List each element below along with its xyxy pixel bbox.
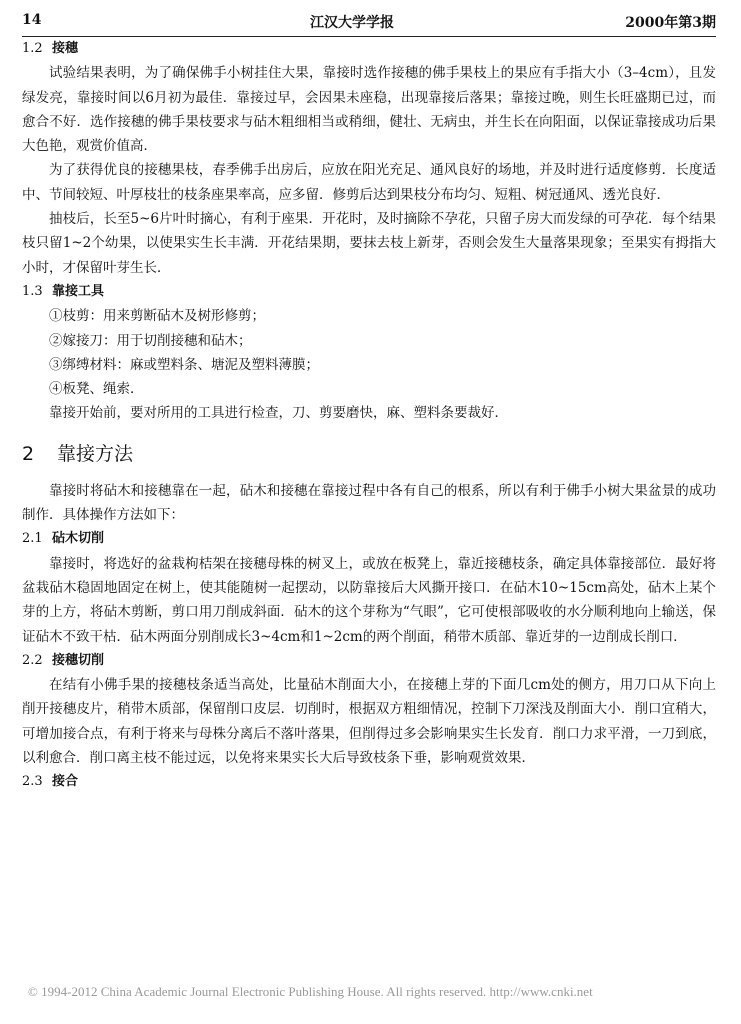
section-number: 2 <box>22 442 35 465</box>
subsection-number: 2.2 <box>22 652 43 668</box>
paragraph: 为了获得优良的接穗果枝，春季佛手出房后，应放在阳光充足、通风良好的场地，并及时进行适度修剪．长度适中、节间较短、叶厚枝壮的枝条座果率高，应多留．修剪后达到果枝分布均匀、短粗、树冠通风、透光良好． <box>22 162 716 203</box>
paragraph: 靠接时将砧木和接穗靠在一起，砧木和接穗在靠接过程中各有自己的根系，所以有利于佛手小树大果盆景的成功制作．具体操作方法如下： <box>22 482 716 524</box>
subsection-heading-1-2 <box>22 37 716 61</box>
subsection-heading-2-3 <box>22 770 716 794</box>
subsection-title: 接合 <box>52 774 79 790</box>
journal-title: 江汉大学学报 <box>310 15 394 31</box>
subsection-title: 砧木切削 <box>52 531 105 547</box>
running-header <box>22 10 716 37</box>
list-item: ④板凳、绳索． <box>49 381 144 398</box>
subsection-number: 1.3 <box>22 283 43 299</box>
subsection-number: 2.3 <box>22 774 43 790</box>
subsection-heading-2-1 <box>22 527 716 551</box>
paragraph: 在结有小佛手果的接穗枝条适当高处，比量砧木削面大小，在接穗上芽的下面几cm处的侧方，用刀口从下向上削开接穗皮片，稍带木质部，保留削口皮层．切削时，根据双方粗细情况，控制下刀深浅及削面大小．削口宜稍大，可增加接合点，有利于将来与母株分离后不落叶落果，但削得过多会影响果实生长发育．削口力求平滑，一刀到底，以利愈合．削口离主枝不能过远，以免将来果实长大后导致枝条下垂，影响观赏效果． <box>22 677 716 767</box>
list-item: ①枝剪：用来剪断砧木及树形修剪； <box>49 308 265 325</box>
subsection-title: 接穗 <box>52 41 79 56</box>
section-heading-2 <box>22 441 716 467</box>
subsection-number: 2.1 <box>22 531 43 547</box>
list-item: ③绑缚材料：麻或塑料条、塘泥及塑料薄膜； <box>49 356 319 373</box>
list-item: ②嫁接刀：用于切削接穗和砧木； <box>49 332 252 349</box>
subsection-heading-2-2 <box>22 649 716 673</box>
copyright-footer: © 1994-2012 China Academic Journal Electronic Publishing House. All rights reserved. http://www.cnki.net <box>28 984 593 999</box>
paragraph: 靠接时，将选好的盆栽枸桔架在接穗母株的树叉上，或放在板凳上，靠近接穗枝条，确定具体靠接部位．最好将盆栽砧木稳固地固定在树上，使其能随树一起摆动，以防靠接后大风撕开接口．在砧木10~15cm高处，砧木上某个芽的上方，将砧木剪断，剪口用刀削成斜面．砧木的这个芽称为“气眼”，它可使根部吸收的水分顺利地向上输送，保证砧木不致干枯．砧木两面分别削成长3~4cm和1~2cm的两个削面，稍带木质部、靠近芽的一边削成长削口． <box>22 555 716 645</box>
paragraph: 抽枝后，长至5~6片叶时摘心，有利于座果．开花时，及时摘除不孕花，只留子房大而发绿的可孕花．每个结果枝只留1~2个幼果，以使果实生长丰满．开花结果期，要抹去枝上新芽，否则会发生大量落果现象；至果实有拇指大小时，才保留叶芽生长． <box>22 211 716 276</box>
subsection-heading-1-3 <box>22 280 716 304</box>
page-number: 14 <box>22 12 42 28</box>
paragraph: 试验结果表明，为了确保佛手小树挂住大果，靠接时选作接穗的佛手果枝上的果应有手指大小（3–4cm），且发绿发亮，靠接时间以6月初为最佳．靠接过早，会因果未座稳，出现靠接后落果；靠接过晚，则生长旺盛期已过，而愈合不好．选作接穗的佛手果枝要求与砧木粗细相当或稍细，健壮、无病虫，并生长在向阳面，以保证靠接成功后果大色艳，观赏价值高． <box>22 65 716 155</box>
article-body <box>22 37 716 795</box>
issue-label: 2000年第3期 <box>625 15 716 31</box>
subsection-number: 1.2 <box>22 41 43 56</box>
subsection-title: 靠接工具 <box>52 283 105 299</box>
paragraph: 靠接开始前，要对所用的工具进行检查，刀、剪要磨快，麻、塑料条要裁好． <box>49 405 508 422</box>
subsection-title: 接穗切削 <box>52 652 105 668</box>
section-title: 靠接方法 <box>57 442 134 465</box>
